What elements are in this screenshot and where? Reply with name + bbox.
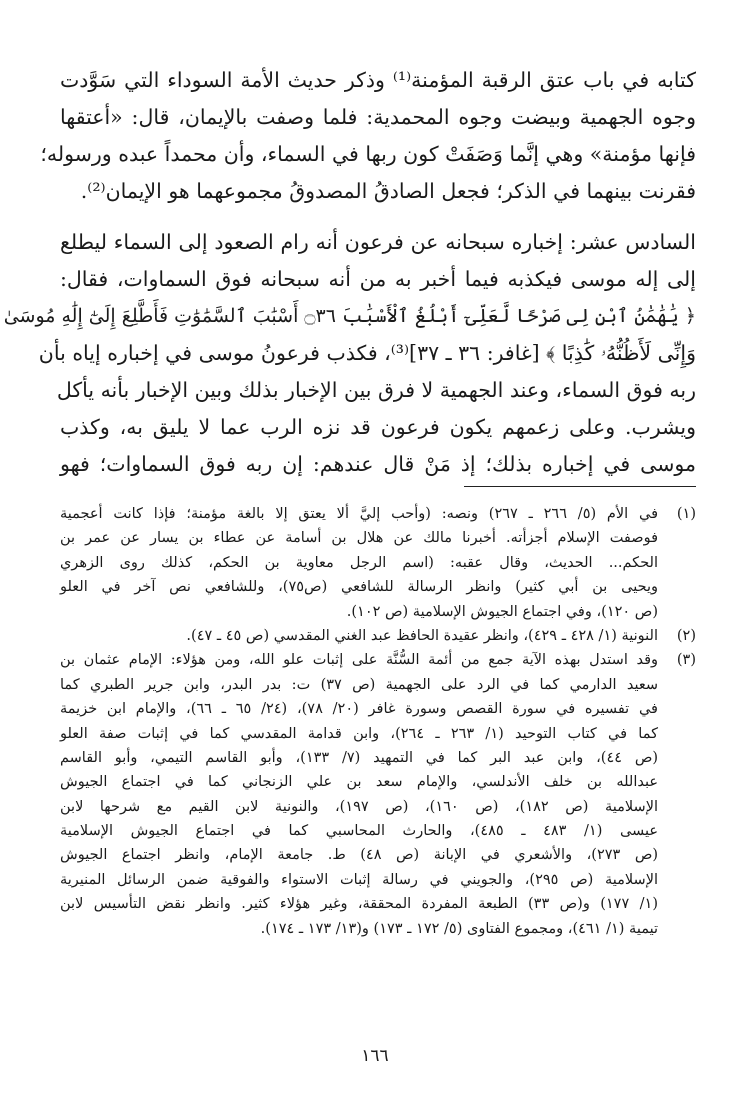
footnote-number: (٣) [676, 652, 696, 669]
quran-verse-line: وَإِنِّى لَأَظُنُّهُۥ كَٰذِبًا ﴾ [غافر: ٣٦ ـ ٣٧]⁽³⁾، فكذب فرعونُ موسى في إخباره إياه بأن [38, 341, 696, 365]
text-line: موسى في إخباره بذلك؛ إذ مَنْ قال عندهم: إن ربه فوق السماوات؛ فهو [60, 452, 696, 476]
main-text [3, 62, 696, 483]
text-line: فقرنت بينهما في الذكر؛ فجعل الصادقُ المصدوقُ مجموعهما هو الإيمان⁽²⁾. [80, 179, 696, 203]
footnote-line: الإسلامية (ص ٢٩٥)، والجويني في رسالة إثبات الاستواء والفوقية ضمن الرسائل المنيرية [60, 871, 659, 888]
paragraph-spacer [60, 210, 696, 224]
text-line: إلى إله موسى فيكذبه فيما أخبر به من أنه سبحانه فوق السماوات، فقال: [60, 267, 696, 291]
text-line: ويشرب. وعلى زعمهم يكون فرعون قد نزه الرب عما لا يليق به، وكذب [60, 415, 696, 439]
footnote-3 [60, 648, 696, 941]
page-number: ١٦٦ [361, 1046, 389, 1066]
footnote-2 [60, 624, 696, 648]
footnotes [60, 502, 696, 941]
footnote-line: الإسلامية (ص ١٨٢)، (ص ١٦٠)، (ص ١٩٧)، والنونية لابن القيم مع شرحها لابن [60, 798, 659, 815]
footnote-line: تيمية (١/ ٤٦١)، ومجموع الفتاوى (٥/ ١٧٢ ـ ١٧٣) و(١٣/ ١٧٣ ـ ١٧٤). [260, 920, 658, 937]
text-line: ربه فوق السماء، وعند الجهمية لا فرق بين الإخبار بذلك وبين الإخبار بأنه يأكل [56, 378, 696, 402]
footnote-number: (١) [676, 506, 696, 522]
quran-verse-line: ﴿ يَٰهَٰمَٰنُ ٱبْنِ لِى صَرْحًا لَّعَلِّىٓ أَبْلُغُ ٱلْأَسْبَٰبَ ۝٣٦ أَسْبَٰبَ ٱلسَّمَٰوَٰتِ فَأَطَّلِعَ إِلَىٰٓ إِلَٰهِ مُوسَىٰ [3, 305, 696, 327]
footnote-number: (٢) [676, 627, 696, 644]
footnote-line: (ص ١٢٠)، وفي اجتماع الجيوش الإسلامية (ص ١٠٢). [346, 603, 658, 620]
footnote-line: عيسى (١/ ٤٨٣ ـ ٤٨٥)، والحارث المحاسبي كما في اجتماع الجيوش الإسلامية [60, 823, 658, 840]
footnote-line: (ص ٤٤)، وابن عبد البر كما في التمهيد (٧/ ١٣٣)، وأبو القاسم التيمي، وأبو القاسم [60, 749, 659, 766]
footnote-line: (ص ٢٧٣)، والأشعري في الإبانة (ص ٤٨) ط. جامعة الإمام، وانظر اجتماع الجيوش [60, 847, 659, 864]
footnote-line: ويحيى بن أبي كثير) وانظر الرسالة للشافعي (ص٧٥)، وللشافعي نص آخر في العلو [60, 579, 658, 596]
text-line: وجوه الجهمية وبيضت وجوه المحمدية: فلما وصفت بالإيمان، قال: «أعتقها [60, 105, 696, 129]
footnote-line: في تفسيره في سورة القصص وسورة غافر (٢٠/ ٧٨)، (٢٤/ ٦٥ ـ ٦٦)، والإمام ابن خزيمة [60, 701, 658, 718]
footnote-line: فوصفت الإسلام أجزأته. أخبرنا مالك عن هلال بن أسامة عن عطاء بن يسار عن عمر بن [60, 530, 658, 547]
footnote-line: النونية (١/ ٤٢٨ ـ ٤٢٩)، وانظر عقيدة الحافظ عبد الغني المقدسي (ص ٤٥ ـ ٤٧). [186, 627, 658, 644]
footnote-line: كما في كتاب التوحيد (١/ ٢٦٣ ـ ٢٦٤)، وابن قدامة المقدسي كما في إثبات صفة العلو [60, 725, 658, 742]
footnote-line: عبدالله بن خلف الأندلسي، والإمام سعد بن علي الزنجاني كما في اجتماع الجيوش [60, 774, 658, 791]
text-line: كتابه في باب عتق الرقبة المؤمنة⁽¹⁾ وذكر حديث الأمة السوداء التي سَوَّدت [60, 68, 696, 92]
paragraph-2 [3, 224, 696, 483]
footnote-line: الحكم... الحديث، وقال عقبه: (اسم الرجل معاوية بن الحكم، كذلك روى الزهري [60, 554, 658, 571]
footnote-line: وقد استدل بهذه الآية جمع من أئمة السُّنَّة على إثبات علو الله، ومن هؤلاء: الإمام عثمان بن [60, 652, 658, 669]
text-line: السادس عشر: إخباره سبحانه عن فرعون أنه رام الصعود إلى السماء ليطلع [60, 230, 696, 254]
footnote-line: سعيد الدارمي كما في الرد على الجهمية (ص ٣٧) ت: بدر البدر، وابن جرير الطبري كما [60, 676, 658, 693]
paragraph-1 [40, 62, 696, 210]
footnote-line: (١/ ١٧٧) و(ص ٣٣) الطبعة المفردة المحققة، وغير هؤلاء كثير. وانظر نقض التأسيس لابن [60, 896, 658, 913]
text-line: فإنها مؤمنة» وهي إنَّما وَصَفَتْ كون ربها في السماء، وأن محمداً عبده ورسوله؛ [40, 142, 696, 166]
footnote-1 [60, 502, 696, 624]
footnote-line: في الأم (٥/ ٢٦٦ ـ ٢٦٧) ونصه: (وأحب إليَّ ألا يعتق إلا بالغة مؤمنة؛ فإذا كانت أعجمية [60, 506, 658, 522]
footnote-separator [464, 486, 696, 487]
